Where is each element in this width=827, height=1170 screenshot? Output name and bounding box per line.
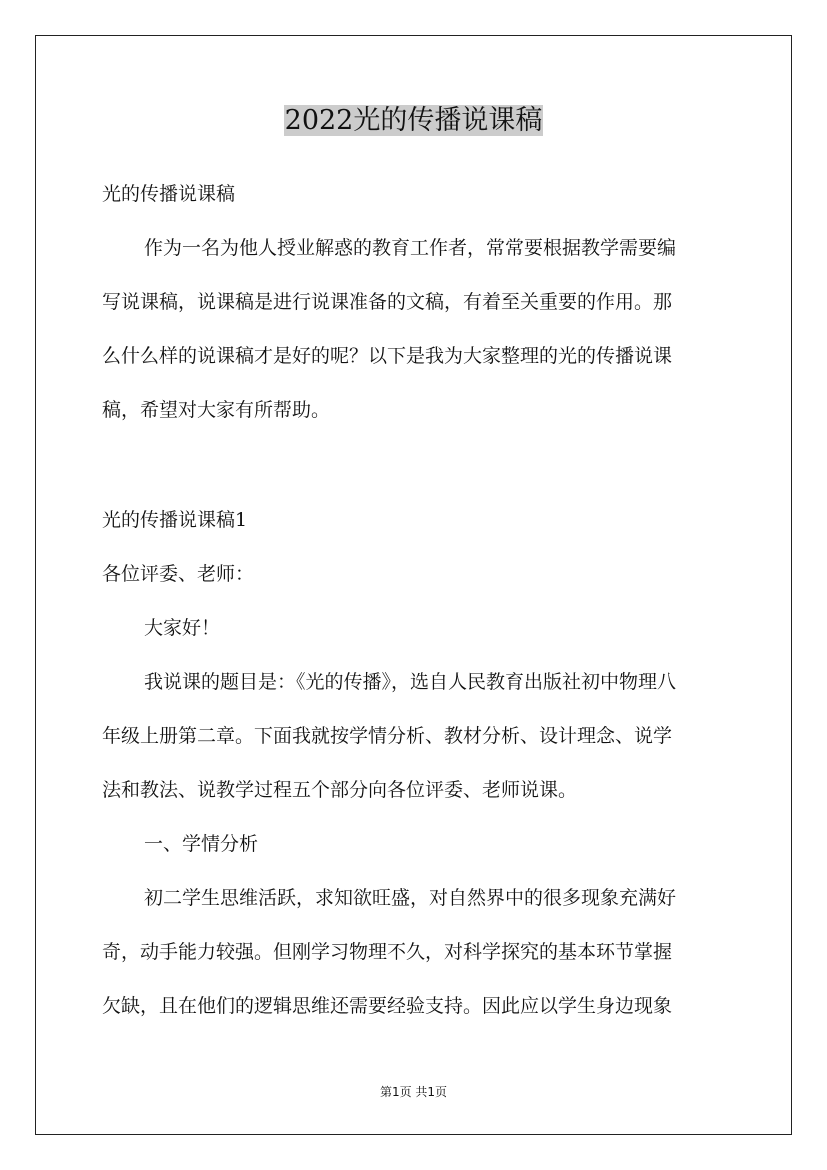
document-title [0, 101, 827, 141]
topic-line-1: 我说课的题目是：《光的传播》，选自人民教育出版社初中物理八 [144, 671, 677, 693]
document-title-text: 2022光的传播说课稿 [284, 105, 543, 136]
greeting: 大家好！ [144, 617, 221, 639]
intro-line-2: 写说课稿，说课稿是进行说课准备的文稿，有着至关重要的作用。那 [102, 291, 673, 313]
part-one-heading: 一、学情分析 [144, 833, 259, 855]
salutation: 各位评委、老师： [102, 563, 255, 585]
intro-line-3: 么什么样的说课稿才是好的呢？以下是我为大家整理的光的传播说课 [102, 345, 673, 367]
page-footer: 第1页 共1页 [379, 1085, 448, 1099]
section-heading: 光的传播说课稿1 [102, 509, 248, 531]
document-subtitle: 光的传播说课稿 [102, 183, 236, 205]
analysis-line-1: 初二学生思维活跃，求知欲旺盛，对自然界中的很多现象充满好 [144, 887, 677, 909]
topic-line-2: 年级上册第二章。下面我就按学情分析、教材分析、设计理念、说学 [102, 725, 673, 747]
topic-line-3: 法和教法、说教学过程五个部分向各位评委、老师说课。 [102, 779, 578, 801]
intro-line-4: 稿，希望对大家有所帮助。 [102, 399, 331, 421]
intro-line-1: 作为一名为他人授业解惑的教育工作者，常常要根据教学需要编 [144, 237, 677, 259]
analysis-line-3: 欠缺，且在他们的逻辑思维还需要经验支持。因此应以学生身边现象 [102, 995, 673, 1017]
analysis-line-2: 奇，动手能力较强。但刚学习物理不久，对科学探究的基本环节掌握 [102, 941, 673, 963]
